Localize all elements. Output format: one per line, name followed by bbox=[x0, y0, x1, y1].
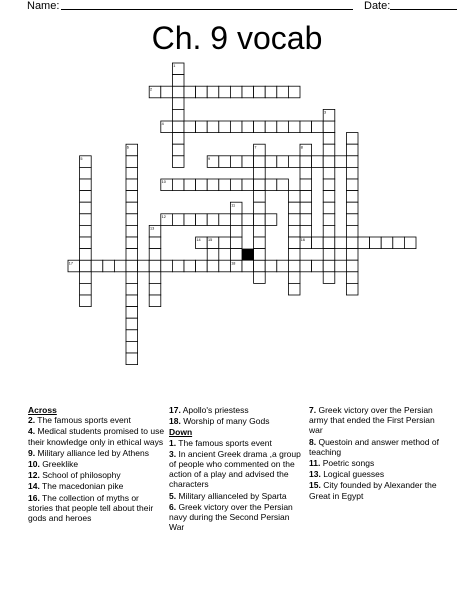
grid-cell-number: 17 bbox=[68, 261, 74, 266]
grid-cell[interactable] bbox=[346, 167, 358, 179]
clue-text: The macedonian pike bbox=[39, 481, 124, 492]
grid-cell[interactable] bbox=[219, 214, 231, 226]
grid-cell[interactable] bbox=[300, 214, 312, 226]
grid-cell[interactable] bbox=[103, 260, 115, 272]
grid-cell[interactable] bbox=[277, 156, 289, 168]
grid-cell[interactable] bbox=[346, 156, 358, 168]
grid-cell[interactable] bbox=[335, 156, 347, 168]
grid-cell[interactable] bbox=[149, 295, 161, 307]
clue-number: 14. bbox=[28, 481, 40, 492]
grid-cell[interactable] bbox=[184, 179, 196, 191]
grid-cell[interactable] bbox=[265, 179, 277, 191]
clue-text: Logical guesses bbox=[320, 469, 385, 480]
grid-cell[interactable] bbox=[80, 191, 92, 203]
grid-cell-number: 7 bbox=[254, 145, 257, 150]
clue-number: 6. bbox=[169, 501, 177, 512]
grid-cell[interactable] bbox=[323, 237, 335, 249]
grid-cell[interactable] bbox=[254, 214, 266, 226]
grid-cell[interactable] bbox=[323, 191, 335, 203]
grid-cell[interactable] bbox=[277, 121, 289, 133]
grid-cell[interactable] bbox=[80, 179, 92, 191]
clue-text: In ancient Greek drama ,a group of people who commented on the action of a play and advised the characters bbox=[169, 448, 301, 490]
grid-cell[interactable] bbox=[254, 167, 266, 179]
grid-cell[interactable] bbox=[300, 156, 312, 168]
grid-cell[interactable] bbox=[207, 121, 219, 133]
grid-cell[interactable] bbox=[91, 260, 103, 272]
grid-cell[interactable] bbox=[126, 179, 138, 191]
grid-cell[interactable] bbox=[172, 260, 184, 272]
grid-cell-number: 2 bbox=[150, 87, 153, 92]
grid-cell[interactable] bbox=[80, 214, 92, 226]
grid-cell[interactable] bbox=[172, 75, 184, 87]
grid-cell[interactable] bbox=[288, 283, 300, 295]
grid-cell[interactable] bbox=[323, 225, 335, 237]
grid-cell[interactable] bbox=[323, 156, 335, 168]
grid-cell[interactable] bbox=[242, 260, 254, 272]
grid-cell[interactable] bbox=[288, 214, 300, 226]
grid-cell[interactable] bbox=[126, 260, 138, 272]
clue-item bbox=[309, 405, 449, 436]
grid-cell[interactable] bbox=[404, 237, 416, 249]
grid-cell[interactable] bbox=[207, 179, 219, 191]
clue-text: Questoin and answer method of teaching bbox=[309, 436, 439, 457]
page-title: Ch. 9 vocab bbox=[151, 20, 323, 56]
grid-cell[interactable] bbox=[196, 214, 208, 226]
clue-number: 3. bbox=[169, 448, 177, 459]
clue-text: Greeklike bbox=[39, 459, 79, 470]
grid-cell[interactable] bbox=[242, 179, 254, 191]
clue-number: 2. bbox=[28, 415, 36, 426]
grid-cell[interactable] bbox=[265, 260, 277, 272]
across-list-continued bbox=[169, 405, 305, 426]
date-label: Date: bbox=[364, 0, 391, 12]
grid-cell[interactable] bbox=[300, 225, 312, 237]
grid-cell[interactable] bbox=[346, 179, 358, 191]
grid-cell-number: 14 bbox=[196, 238, 201, 243]
grid-cell[interactable] bbox=[254, 121, 266, 133]
clue-text: Military allianceled by Sparta bbox=[176, 490, 287, 501]
clue-number: 9. bbox=[28, 447, 36, 458]
clue-number: 12. bbox=[28, 470, 40, 481]
grid-cell[interactable] bbox=[288, 260, 300, 272]
clue-number: 16. bbox=[28, 492, 40, 503]
grid-cell[interactable] bbox=[172, 133, 184, 145]
grid-cell[interactable] bbox=[126, 353, 138, 365]
grid-cell[interactable] bbox=[254, 272, 266, 284]
grid-cell[interactable] bbox=[300, 179, 312, 191]
clue-number: 15. bbox=[309, 480, 321, 491]
grid-cell[interactable] bbox=[346, 260, 358, 272]
grid-cell[interactable] bbox=[80, 237, 92, 249]
grid-cell-number: 12 bbox=[161, 215, 166, 219]
grid-cell[interactable] bbox=[265, 86, 277, 98]
grid-cell[interactable] bbox=[288, 191, 300, 203]
clues-across-column bbox=[28, 405, 165, 524]
clue-item bbox=[28, 481, 165, 491]
name-label: Name: bbox=[27, 0, 60, 12]
clue-item bbox=[169, 491, 305, 501]
grid-cell[interactable] bbox=[126, 283, 138, 295]
grid-cell[interactable] bbox=[138, 260, 150, 272]
grid-cell[interactable] bbox=[254, 156, 266, 168]
clue-item bbox=[169, 449, 305, 490]
grid-cell-number: 6 bbox=[126, 145, 129, 150]
clue-text: Military alliance led by Athens bbox=[35, 447, 149, 458]
grid-cell[interactable] bbox=[230, 121, 242, 133]
grid-cell[interactable] bbox=[172, 144, 184, 156]
grid-cell[interactable] bbox=[323, 214, 335, 226]
grid-cell[interactable] bbox=[230, 249, 242, 261]
grid-cell[interactable] bbox=[149, 272, 161, 284]
grid-cell[interactable] bbox=[300, 121, 312, 133]
grid-cell[interactable] bbox=[346, 214, 358, 226]
grid-cell[interactable] bbox=[277, 86, 289, 98]
clue-item bbox=[309, 458, 449, 468]
grid-cell-number: 1 bbox=[173, 64, 176, 69]
grid-cell[interactable] bbox=[196, 179, 208, 191]
down-heading: Down bbox=[169, 427, 193, 438]
grid-cell-number: 5 bbox=[80, 157, 83, 161]
grid-cell[interactable] bbox=[254, 86, 266, 98]
grid-cell[interactable] bbox=[265, 214, 277, 226]
clue-number: 7. bbox=[309, 405, 317, 415]
grid-cell[interactable] bbox=[80, 283, 92, 295]
clue-item bbox=[28, 415, 165, 425]
clue-item bbox=[169, 502, 305, 533]
clue-text: City founded by Alexander the Great in Egypt bbox=[309, 480, 437, 501]
grid-cell[interactable] bbox=[346, 202, 358, 214]
grid-cell[interactable] bbox=[184, 214, 196, 226]
grid-cell[interactable] bbox=[335, 237, 347, 249]
down-list bbox=[169, 438, 305, 533]
grid-cell-number: 4 bbox=[161, 122, 164, 127]
grid-cell[interactable] bbox=[80, 272, 92, 284]
grid-cell[interactable] bbox=[288, 225, 300, 237]
grid-cell[interactable] bbox=[288, 272, 300, 284]
grid-cell[interactable] bbox=[172, 179, 184, 191]
grid-cell[interactable] bbox=[323, 121, 335, 133]
grid-cell-number: 13 bbox=[150, 226, 155, 231]
grid-cell[interactable] bbox=[370, 237, 382, 249]
grid-cell[interactable] bbox=[230, 214, 242, 226]
grid-cell[interactable] bbox=[230, 156, 242, 168]
grid-cell[interactable] bbox=[346, 225, 358, 237]
clue-text: Apollo's priestess bbox=[180, 405, 249, 415]
clue-text: Greek victory over the Persian army that ended the First Persian war bbox=[309, 405, 435, 436]
grid-cell[interactable] bbox=[254, 191, 266, 203]
grid-cell[interactable] bbox=[288, 86, 300, 98]
grid-cell[interactable] bbox=[196, 121, 208, 133]
grid-cell[interactable] bbox=[207, 249, 219, 261]
grid-cell[interactable] bbox=[323, 167, 335, 179]
across-list bbox=[28, 415, 165, 523]
grid-cell[interactable] bbox=[323, 133, 335, 145]
grid-cell[interactable] bbox=[254, 237, 266, 249]
clue-item bbox=[309, 469, 449, 479]
grid-cell[interactable] bbox=[161, 86, 173, 98]
grid-cell[interactable] bbox=[277, 260, 289, 272]
grid-cell[interactable] bbox=[184, 260, 196, 272]
grid-cell[interactable] bbox=[288, 156, 300, 168]
grid-cell[interactable] bbox=[219, 86, 231, 98]
grid-cell[interactable] bbox=[323, 179, 335, 191]
grid-cell[interactable] bbox=[346, 249, 358, 261]
clue-item bbox=[169, 438, 305, 448]
grid-cell[interactable] bbox=[126, 249, 138, 261]
grid-cell-number: 10 bbox=[161, 180, 166, 185]
grid-cell[interactable] bbox=[80, 260, 92, 272]
grid-cell[interactable] bbox=[288, 249, 300, 261]
grid-cell[interactable] bbox=[172, 86, 184, 98]
clue-number: 4. bbox=[28, 426, 36, 437]
grid-cell[interactable] bbox=[346, 237, 358, 249]
grid-cell[interactable] bbox=[80, 202, 92, 214]
clues-down-column-continued bbox=[309, 405, 449, 502]
grid-cell[interactable] bbox=[126, 295, 138, 307]
grid-cell[interactable] bbox=[126, 167, 138, 179]
grid-cell[interactable] bbox=[335, 260, 347, 272]
grid-cell[interactable] bbox=[381, 237, 393, 249]
grid-cell[interactable] bbox=[323, 272, 335, 284]
grid-cell[interactable] bbox=[230, 237, 242, 249]
grid-cell[interactable] bbox=[196, 260, 208, 272]
grid-cell[interactable] bbox=[126, 330, 138, 342]
down-list-continued bbox=[309, 405, 449, 501]
clue-item bbox=[169, 416, 305, 426]
grid-cell[interactable] bbox=[230, 225, 242, 237]
grid-cell[interactable] bbox=[300, 202, 312, 214]
grid-cell[interactable] bbox=[323, 249, 335, 261]
grid-cell[interactable] bbox=[346, 191, 358, 203]
grid-cell[interactable] bbox=[219, 179, 231, 191]
grid-cell[interactable] bbox=[300, 167, 312, 179]
grid-cell-number: 8 bbox=[300, 145, 303, 150]
across-heading: Across bbox=[28, 405, 57, 415]
grid-cell[interactable] bbox=[288, 121, 300, 133]
grid-cell[interactable] bbox=[346, 144, 358, 156]
grid-cell-number: 15 bbox=[208, 238, 213, 243]
grid-cell[interactable] bbox=[219, 121, 231, 133]
grid-cell[interactable] bbox=[207, 86, 219, 98]
grid-cell[interactable] bbox=[126, 272, 138, 284]
clue-text: The collection of myths or stories that people tell about their gods and heroes bbox=[28, 492, 154, 524]
grid-cell[interactable] bbox=[277, 179, 289, 191]
clue-number: 5. bbox=[169, 490, 177, 501]
grid-cell[interactable] bbox=[126, 307, 138, 319]
grid-cell[interactable] bbox=[126, 225, 138, 237]
grid-cell[interactable] bbox=[300, 191, 312, 203]
grid-cell[interactable] bbox=[196, 86, 208, 98]
grid-cell[interactable] bbox=[300, 260, 312, 272]
grid-cell[interactable] bbox=[149, 260, 161, 272]
clue-item bbox=[28, 448, 165, 458]
grid-cell[interactable] bbox=[393, 237, 405, 249]
grid-cell[interactable] bbox=[312, 121, 324, 133]
grid-cell[interactable] bbox=[149, 237, 161, 249]
grid-cell[interactable] bbox=[172, 121, 184, 133]
grid-cell[interactable] bbox=[172, 214, 184, 226]
clue-number: 18. bbox=[169, 416, 181, 427]
grid-cell[interactable] bbox=[323, 260, 335, 272]
grid-cell[interactable] bbox=[254, 260, 266, 272]
grid-cell[interactable] bbox=[184, 121, 196, 133]
grid-cell[interactable] bbox=[242, 86, 254, 98]
grid-cell[interactable] bbox=[346, 133, 358, 145]
clue-number: 8. bbox=[309, 436, 317, 447]
grid-cell[interactable] bbox=[80, 249, 92, 261]
grid-cell[interactable] bbox=[230, 179, 242, 191]
grid-cell[interactable] bbox=[219, 260, 231, 272]
grid-cell[interactable] bbox=[288, 237, 300, 249]
clue-item bbox=[28, 459, 165, 469]
grid-cell[interactable] bbox=[254, 179, 266, 191]
grid-cell[interactable] bbox=[126, 156, 138, 168]
grid-cell[interactable] bbox=[242, 121, 254, 133]
grid-cell[interactable] bbox=[172, 109, 184, 121]
clue-number: 10. bbox=[28, 459, 40, 470]
grid-cell-number: 9 bbox=[208, 157, 211, 161]
grid-cell[interactable] bbox=[254, 249, 266, 261]
grid-cell[interactable] bbox=[230, 86, 242, 98]
grid-cell[interactable] bbox=[265, 121, 277, 133]
grid-cell[interactable] bbox=[126, 214, 138, 226]
shaded-cell bbox=[242, 249, 254, 261]
grid-cell[interactable] bbox=[126, 318, 138, 330]
clues-middle-column bbox=[169, 405, 305, 533]
grid-cell[interactable] bbox=[172, 156, 184, 168]
clue-number: 13. bbox=[309, 469, 321, 480]
grid-cell[interactable] bbox=[312, 156, 324, 168]
grid-cell[interactable] bbox=[80, 167, 92, 179]
grid-cell[interactable] bbox=[323, 202, 335, 214]
grid-cell[interactable] bbox=[126, 191, 138, 203]
clue-item bbox=[169, 405, 305, 415]
grid-cell[interactable] bbox=[358, 237, 370, 249]
clue-text: Poetric songs bbox=[320, 458, 375, 469]
grid-cell[interactable] bbox=[149, 283, 161, 295]
grid-cell[interactable] bbox=[288, 202, 300, 214]
clue-number: 11. bbox=[309, 458, 321, 469]
grid-cell[interactable] bbox=[207, 214, 219, 226]
grid-cell[interactable] bbox=[219, 237, 231, 249]
grid-cell-number: 3 bbox=[324, 110, 327, 115]
clue-text: Greek victory over the Persian navy during the Second Persian War bbox=[169, 501, 293, 533]
grid-cell[interactable] bbox=[312, 237, 324, 249]
clue-item bbox=[28, 493, 165, 524]
clue-item bbox=[28, 470, 165, 480]
grid-cell[interactable] bbox=[126, 341, 138, 353]
clue-text: School of philosophy bbox=[39, 470, 121, 481]
grid-cell-number: 16 bbox=[300, 238, 306, 243]
grid-cell[interactable] bbox=[207, 260, 219, 272]
grid-cell[interactable] bbox=[149, 249, 161, 261]
grid-cell[interactable] bbox=[172, 98, 184, 110]
grid-cell[interactable] bbox=[114, 260, 126, 272]
grid-cell-number: 18 bbox=[231, 261, 236, 266]
grid-cell-number: 11 bbox=[231, 203, 236, 208]
clue-item bbox=[28, 426, 165, 446]
clue-text: Medical students promised to use their knowledge only in ethical ways bbox=[28, 426, 165, 447]
grid-cell[interactable] bbox=[161, 260, 173, 272]
clue-item bbox=[309, 437, 449, 457]
grid-cell[interactable] bbox=[242, 214, 254, 226]
grid-cell[interactable] bbox=[80, 295, 92, 307]
clue-number: 17. bbox=[169, 405, 181, 415]
grid-cell[interactable] bbox=[346, 272, 358, 284]
grid-cell[interactable] bbox=[242, 156, 254, 168]
grid-cell[interactable] bbox=[346, 283, 358, 295]
clue-text: The famous sports event bbox=[35, 415, 131, 426]
grid-cell[interactable] bbox=[219, 156, 231, 168]
grid-cell[interactable] bbox=[323, 144, 335, 156]
grid-cell[interactable] bbox=[265, 156, 277, 168]
clue-item bbox=[309, 480, 449, 500]
clue-text: The famous sports event bbox=[176, 437, 272, 448]
grid-cell[interactable] bbox=[254, 225, 266, 237]
clue-text: Worship of many Gods bbox=[180, 416, 270, 427]
grid-cell[interactable] bbox=[184, 86, 196, 98]
clue-number: 1. bbox=[169, 437, 177, 448]
grid-cell[interactable] bbox=[126, 237, 138, 249]
grid-cell[interactable] bbox=[312, 260, 324, 272]
grid-cell[interactable] bbox=[80, 225, 92, 237]
grid-cell[interactable] bbox=[254, 202, 266, 214]
grid-cell[interactable] bbox=[126, 202, 138, 214]
